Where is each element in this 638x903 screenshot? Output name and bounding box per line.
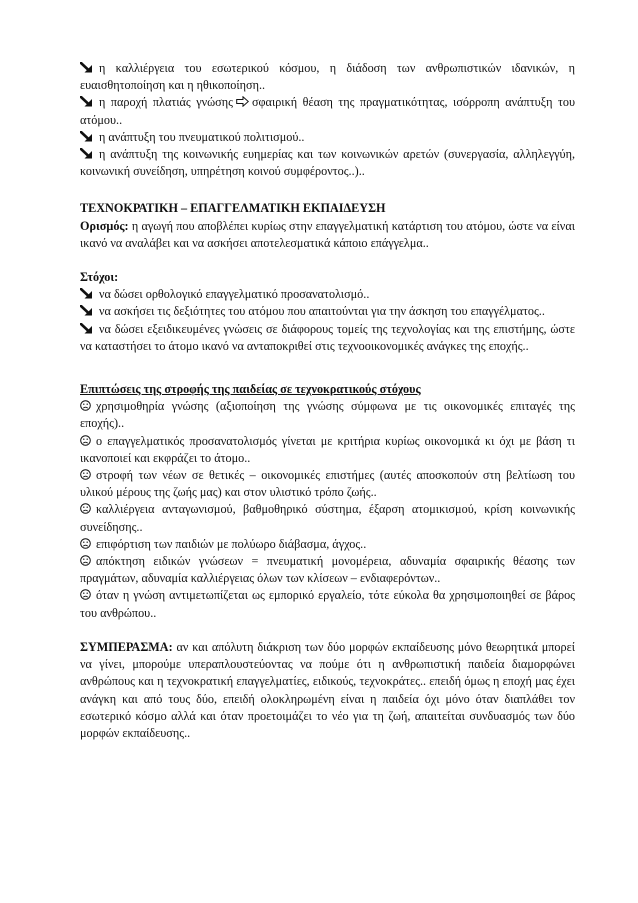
arrow-down-right-icon	[80, 323, 93, 334]
arrow-down-right-icon	[80, 131, 93, 142]
frown-face-icon	[80, 538, 91, 549]
consequence-item: απόκτηση ειδικών γνώσεων = πνευματική μονομέρεια, αδυναμία σφαιρικής θέασης των πραγμάτων, αδυναμία καλλιέργειας όλων των κλίσεων – ενδιαφερόντων..	[80, 554, 575, 586]
goal-item: να δώσει ορθολογικό επαγγελματικό προσανατολισμό..	[80, 286, 575, 303]
consequence-item: ο επαγγελματικός προσανατολισμός γίνεται με κριτήρια κυρίως οικονομικά κι όχι με βάση τι ικανοποιεί και εκφράζει το άτομο..	[80, 433, 575, 465]
goal-item: να ασκήσει τις δεξιότητες του ατόμου που απαιτούνται για την άσκηση του επαγγέλματος..	[80, 303, 575, 320]
consequence-item: όταν η γνώση αντιμετωπίζεται ως εμπορικό εργαλείο, τότε εύκολα θα χρησιμοποιηθεί σε βάρος του ανθρώπου..	[80, 588, 575, 620]
conclusion-label: ΣΥΜΠΕΡΑΣΜΑ:	[80, 639, 173, 654]
arrow-down-right-icon	[80, 96, 93, 107]
consequence-item: επιφόρτιση των παιδιών με πολύωρο διάβασμα, άγχος..	[80, 536, 575, 553]
intro-bullet-4: η ανάπτυξη της κοινωνικής ευημερίας και των κοινωνικών αρετών (συνεργασία, αλληλεγγύη, κοινωνική συνείδηση, υπηρέτηση κοινού συμφέροντος..)..	[80, 147, 575, 179]
frown-face-icon	[80, 469, 91, 480]
goals-heading: Στόχοι:	[80, 270, 119, 285]
goal-item: να δώσει εξειδικευμένες γνώσεις σε διάφορους τομείς της τεχνολογίας και της επιστήμης, ώστε να καταστήσει το άτομο ικανό να ανταποκριθεί στις τεχνοοικονομικές ανάγκες της εποχής..	[80, 321, 575, 353]
document-page	[80, 60, 575, 742]
consequence-item: καλλιέργεια ανταγωνισμού, βαθμοθηρικό σύστημα, έξαρση ατομικισμού, κρίση κοινωνικής συνείδησης..	[80, 502, 575, 534]
frown-face-icon	[80, 589, 91, 600]
frown-face-icon	[80, 503, 91, 514]
intro-bullet-3: η ανάπτυξη του πνευματικού πολιτισμού..	[80, 129, 575, 146]
arrow-down-right-icon	[80, 148, 93, 159]
intro-bullet-1: η καλλιέργεια του εσωτερικού κόσμου, η διάδοση των ανθρωπιστικών ιδανικών, η ευαισθητοποίηση και η ηθικοποίηση..	[80, 61, 575, 93]
arrow-down-right-icon	[80, 62, 93, 73]
outline-arrow-right-icon	[236, 96, 249, 107]
frown-face-icon	[80, 435, 91, 446]
frown-face-icon	[80, 555, 91, 566]
consequence-item: χρησιμοθηρία γνώσης (αξιοποίηση της γνώσης σύμφωνα με τις οικονομικές επιταγές της εποχής)..	[80, 399, 575, 431]
techno-definition	[80, 218, 575, 252]
conclusion-paragraph	[80, 639, 575, 742]
consequence-item: στροφή των νέων σε θετικές – οικονομικές επιστήμες (αυτές αποσκοπούν στη βελτίωση του υλικού μέρους της ζωής μας) και στον υλιστικό τρόπο ζωής..	[80, 468, 575, 500]
consequences-heading: Επιπτώσεις της στροφής της παιδείας σε τεχνοκρατικούς στόχους	[80, 382, 421, 397]
definition-label: Ορισμός:	[80, 218, 129, 233]
techno-heading: ΤΕΧΝΟΚΡΑΤΙΚΗ – ΕΠΑΓΓΕΛΜΑΤΙΚΗ ΕΚΠΑΙΔΕΥΣΗ	[80, 201, 386, 216]
frown-face-icon	[80, 400, 91, 411]
arrow-down-right-icon	[80, 288, 93, 299]
conclusion-text: αν και απόλυτη διάκριση των δύο μορφών εκπαίδευσης μόνο θεωρητικά μπορεί να γίνει, μπορούμε υπεραπλουστεύοντας να πούμε ότι η ανθρωπιστική παιδεία διαμορφώνει ανθρώπους και η τεχνοκρατική επαγγελματίες, ειδικούς, τεχνοκράτες.. επειδή όμως η εποχή μας έχει ανάγκη και από τους δύο, επειδή ολοκληρωμένη είναι η παιδεία όχι μόνο όταν διαπλάθει τον εσωτερικό κόσμο αλλά και όταν προετοιμάζει το νέο για τη ζωή, απαιτείται συνδυασμός των δύο μορφών εκπαίδευσης..	[80, 639, 575, 740]
intro-bullet-2: η παροχή πλατιάς γνώσης σφαιρική θέαση της πραγματικότητας, ισόρροπη ανάπτυξη του ατόμου..	[80, 95, 575, 127]
definition-text: η αγωγή που αποβλέπει κυρίως στην επαγγελματική κατάρτιση του ατόμου, ώστε να είναι ικανό να αναλάβει και να ασκήσει αποτελεσματικά κάποιο επάγγελμα..	[80, 218, 575, 250]
arrow-down-right-icon	[80, 305, 93, 316]
